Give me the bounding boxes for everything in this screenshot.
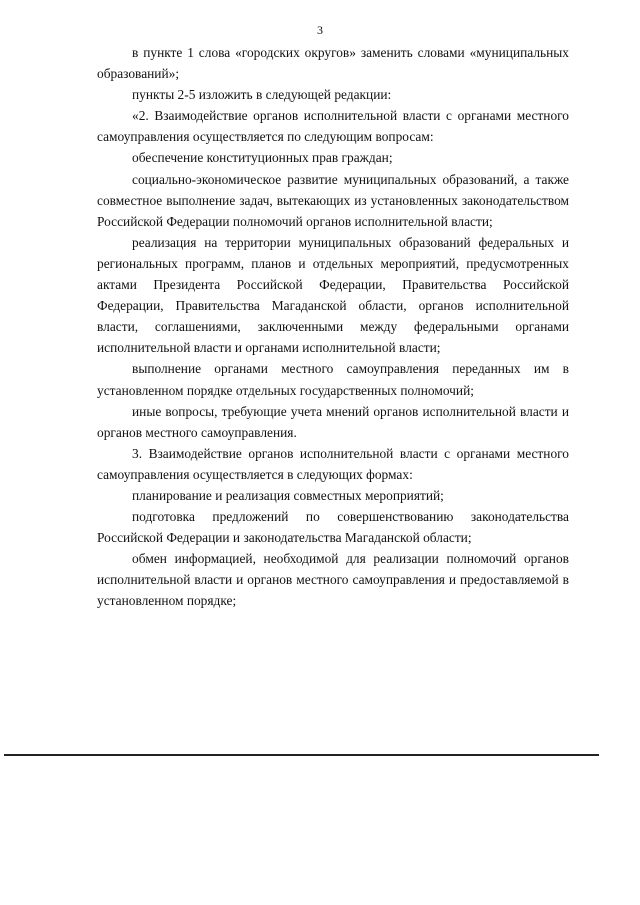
paragraph-points-2-5-intro: пункты 2-5 изложить в следующей редакции:	[132, 87, 392, 103]
list-item-information-exchange: обмен информацией, необходимой для реализации полномочий органов исполнительной власти и органов местного самоуправления и предоставляемой в установленном порядке;	[97, 551, 569, 609]
list-item-program-implementation: реализация на территории муниципальных образований федеральных и региональных программ, планов и отдельных мероприятий, предусмотренных актами Президента Российской Федерации, Правительства Российской Федерации, Правительства Магаданской области, органов исполнительной власти, соглашениями, заключенными между федеральными органами исполнительной власти и органами исполнительной власти;	[97, 234, 569, 356]
footer-rule	[4, 754, 599, 756]
list-item-joint-events: планирование и реализация совместных мероприятий;	[132, 487, 444, 503]
list-item-legislation-proposals: подготовка предложений по совершенствованию законодательства Российской Федерации и законодательства Магаданской области;	[97, 509, 569, 546]
list-item-other-questions: иные вопросы, требующие учета мнений органов исполнительной власти и органов местного самоуправления.	[97, 403, 569, 440]
list-item-socio-economic-development: социально-экономическое развитие муниципальных образований, а также совместное выполнение задач, вытекающих из установленных законодательством Российской Федерации полномочий органов исполнительной власти;	[97, 171, 569, 229]
list-item-delegated-powers: выполнение органами местного самоуправления переданных им в установленном порядке отдельных государственных полномочий;	[97, 361, 569, 398]
paragraph-amend-point-1: в пункте 1 слова «городских округов» заменить словами «муниципальных образований»;	[97, 45, 569, 82]
paragraph-section-2: «2. Взаимодействие органов исполнительной власти с органами местного самоуправления осуществляется по следующим вопросам:	[97, 108, 569, 145]
paragraph-section-3: 3. Взаимодействие органов исполнительной власти с органами местного самоуправления осуществляется в следующих формах:	[97, 445, 569, 482]
document-body	[97, 42, 569, 612]
page-number: 3	[317, 23, 323, 37]
list-item-constitutional-rights: обеспечение конституционных прав граждан;	[132, 150, 393, 166]
